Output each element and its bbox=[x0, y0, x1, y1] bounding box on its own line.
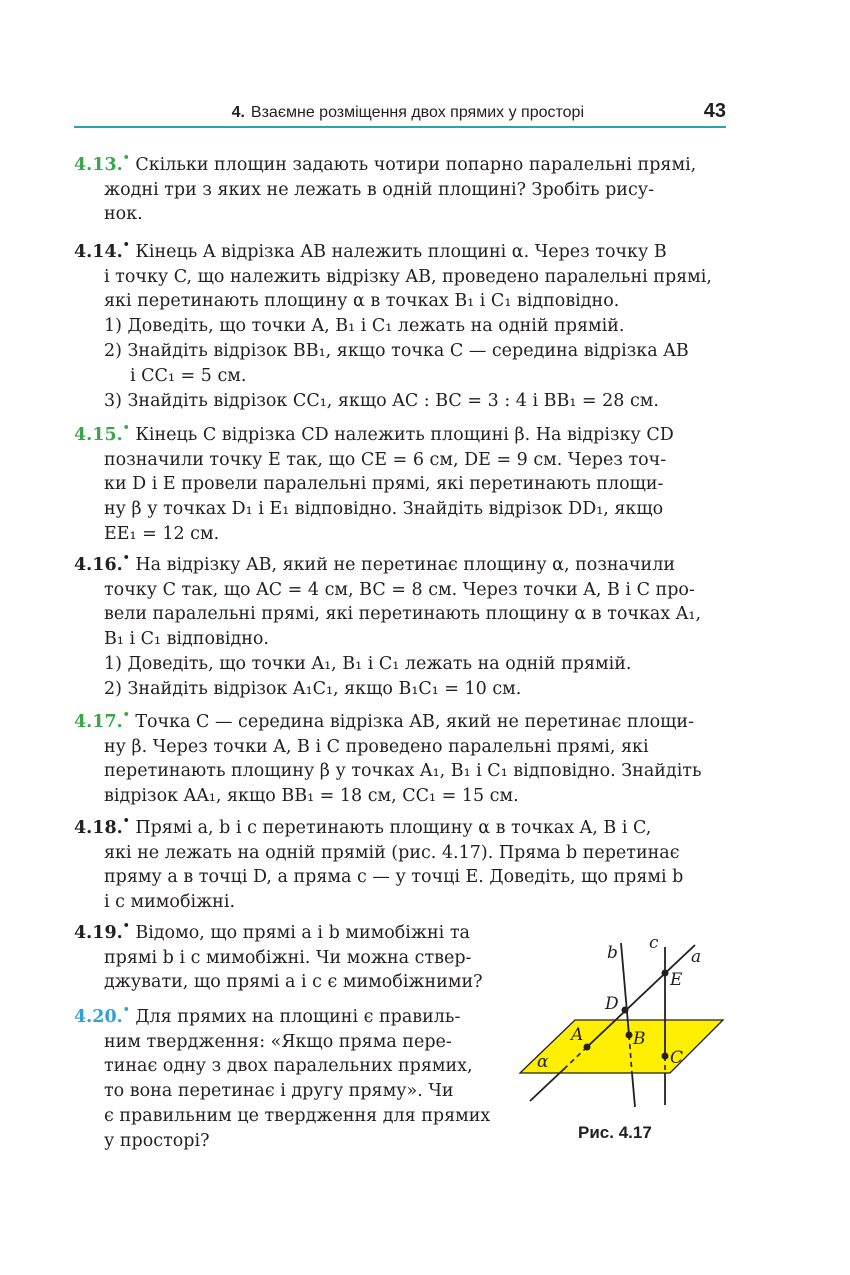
problem-line: 4.17.• Точка C — середина відрізка AB, який не перетинає площи- bbox=[74, 708, 694, 732]
label-b-point: B bbox=[633, 1029, 646, 1049]
problem-line: пряму a в точці D, а пряма c — у точці E. Доведіть, що прямі b bbox=[104, 867, 684, 888]
problem-number: 4.16.• bbox=[74, 551, 130, 575]
problem-line: нок. bbox=[104, 204, 143, 225]
problem-line: то вона перетинає і другу пряму». Чи bbox=[104, 1081, 454, 1102]
problem-line: перетинають площину β у точках A₁, B₁ і C₁ відповідно. Знайдіть bbox=[104, 761, 702, 782]
problem-line: 4.20.• Для прямих на площині є правиль- bbox=[74, 1003, 461, 1027]
label-alpha: α bbox=[537, 1052, 549, 1072]
line-b-lower bbox=[632, 1073, 635, 1107]
problem-line: ну β у точках D₁ і E₁ відповідно. Знайдіть відрізок DD₁, якщо bbox=[104, 499, 664, 520]
subquestion: 1) Доведіть, що точки A, B₁ і C₁ лежать на одній прямій. bbox=[104, 316, 625, 337]
chapter-title-text: Взаємне розміщення двох прямих у просторі bbox=[250, 104, 584, 121]
problem-4-18 bbox=[74, 811, 726, 915]
problem-4-14 bbox=[74, 235, 726, 413]
label-a-point: A bbox=[571, 1025, 584, 1045]
problem-line: 4.13.• Скільки площин задають чотири попарно паралельні прямі, bbox=[74, 151, 697, 175]
label-b-line: b bbox=[607, 943, 618, 963]
problem-line: відрізок AA₁, якщо BB₁ = 18 см, CC₁ = 15 см. bbox=[104, 786, 519, 807]
problem-line: ки D і E провели паралельні прямі, які перетинають площи- bbox=[104, 474, 664, 495]
label-c-line: c bbox=[649, 933, 659, 953]
problem-line: і точку C, що належить відрізку AB, проведено паралельні прямі, bbox=[104, 266, 712, 287]
problem-line: які не лежать на одній прямій (рис. 4.17). Пряма b перетинає bbox=[104, 842, 680, 863]
label-c-point: C bbox=[670, 1048, 684, 1068]
label-a-line: a bbox=[691, 947, 702, 967]
problem-line: джувати, що прямі a і c є мимобіжними? bbox=[104, 972, 483, 993]
problem-line: точку C так, що AC = 4 см, BC = 8 см. Через точки A, B і C про- bbox=[104, 579, 695, 600]
problem-4-20 bbox=[74, 1000, 496, 1154]
chapter-title bbox=[232, 104, 584, 122]
problem-line: 4.15.• Кінець C відрізка CD належить площині β. На відрізку CD bbox=[74, 421, 674, 445]
problem-line: вели паралельні прямі, які перетинають площину α в точках A₁, bbox=[104, 604, 702, 625]
subquestion-continued: і CC₁ = 5 см. bbox=[130, 365, 247, 386]
problem-line: жодні три з яких не лежать в одній площині? Зробіть рису- bbox=[104, 179, 654, 200]
label-e: E bbox=[670, 970, 683, 990]
plane-alpha bbox=[520, 1020, 723, 1073]
problem-line: тинає одну з двох паралельних прямих, bbox=[104, 1056, 473, 1077]
problem-line: 4.14.• Кінець A відрізка AB належить площині α. Через точку B bbox=[74, 238, 667, 262]
problem-line: є правильним це твердження для прямих bbox=[104, 1106, 491, 1127]
problem-4-17 bbox=[74, 705, 726, 809]
point-d bbox=[622, 1007, 629, 1014]
problem-number: 4.19.• bbox=[74, 919, 130, 943]
subquestion: 2) Знайдіть відрізок BB₁, якщо точка C — середина відрізка AB bbox=[104, 341, 689, 362]
problem-number: 4.14.• bbox=[74, 238, 130, 262]
problem-line: у просторі? bbox=[104, 1130, 210, 1151]
problem-line: і c мимобіжні. bbox=[104, 892, 236, 913]
subquestion: 2) Знайдіть відрізок A₁C₁, якщо B₁C₁ = 10 см. bbox=[104, 678, 522, 699]
problem-number: 4.15.• bbox=[74, 421, 130, 445]
problem-line: ну β. Через точки A, B і C проведено паралельні прямі, які bbox=[104, 736, 649, 757]
problem-number: 4.17.• bbox=[74, 708, 130, 732]
problem-4-19 bbox=[74, 916, 496, 995]
point-a bbox=[584, 1044, 591, 1051]
problem-4-16 bbox=[74, 548, 726, 702]
point-b bbox=[626, 1032, 633, 1039]
problem-line: 4.16.• На відрізку AB, який не перетинає площину α, позначили bbox=[74, 551, 675, 575]
problem-line: 4.19.• Відомо, що прямі a і b мимобіжні та bbox=[74, 919, 470, 943]
problem-4-13 bbox=[74, 148, 726, 227]
point-e bbox=[662, 970, 669, 977]
point-c bbox=[662, 1053, 669, 1060]
subquestion: 3) Знайдіть відрізок CC₁, якщо AC : BC = 3 : 4 і BB₁ = 28 см. bbox=[104, 390, 659, 411]
problem-line: прямі b і c мимобіжні. Чи можна ствер- bbox=[104, 947, 472, 968]
chapter-number: 4. bbox=[231, 104, 245, 121]
subquestion: 1) Доведіть, що точки A₁, B₁ і C₁ лежать на одній прямій. bbox=[104, 654, 632, 675]
problem-line: 4.18.• Прямі a, b і c перетинають площину α в точках A, B і C, bbox=[74, 814, 652, 838]
problem-line: позначили точку E так, що CE = 6 см, DE = 9 см. Через точ- bbox=[104, 449, 667, 470]
problem-line: EE₁ = 12 см. bbox=[104, 524, 220, 545]
problem-number: 4.20.• bbox=[74, 1003, 130, 1027]
figure-4-17 bbox=[515, 925, 730, 1115]
page-number: 43 bbox=[703, 100, 726, 122]
problem-number: 4.18.• bbox=[74, 814, 130, 838]
label-d: D bbox=[605, 994, 619, 1014]
running-header bbox=[74, 96, 726, 128]
problem-line: які перетинають площину α в точках B₁ і C₁ відповідно. bbox=[104, 291, 620, 312]
problem-line: ним твердження: «Якщо пряма пере- bbox=[104, 1031, 452, 1052]
problem-4-15 bbox=[74, 418, 726, 547]
problem-number: 4.13.• bbox=[74, 151, 130, 175]
problem-line: B₁ і C₁ відповідно. bbox=[104, 629, 269, 650]
figure-caption: Рис. 4.17 bbox=[578, 1123, 652, 1142]
